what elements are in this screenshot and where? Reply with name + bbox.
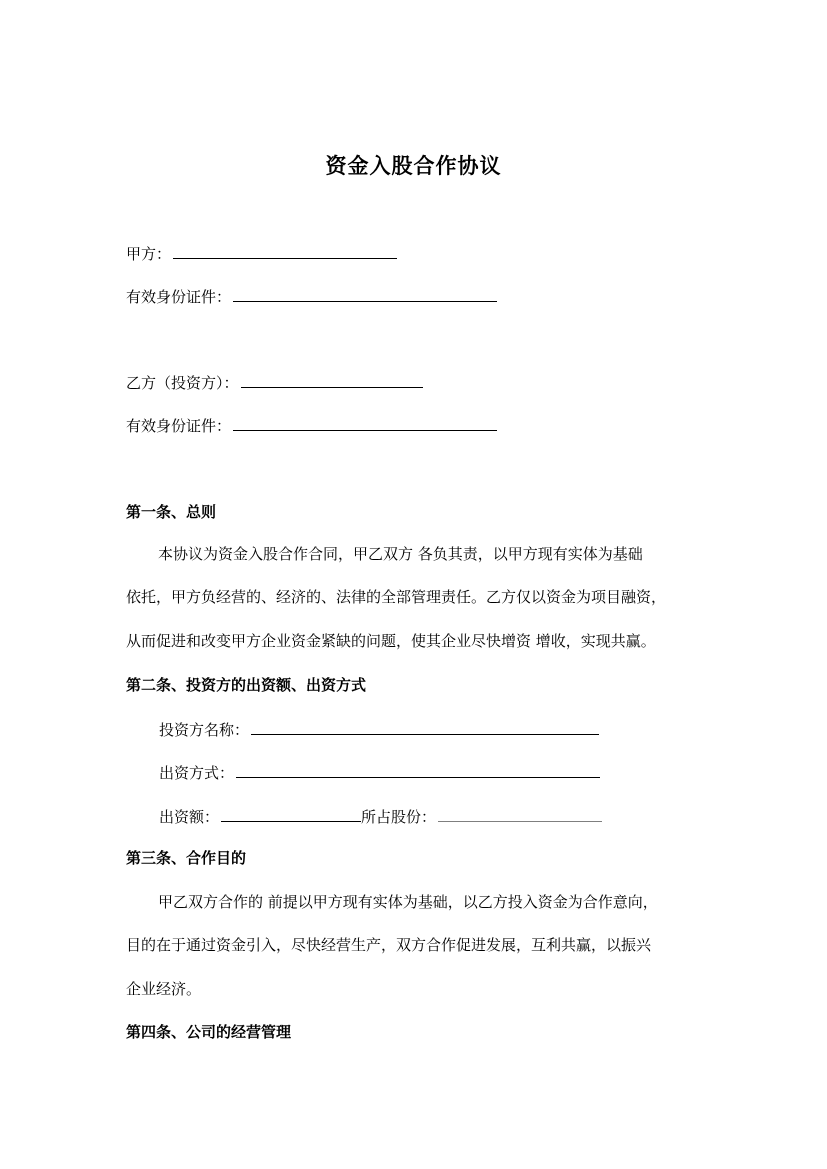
article1-heading: 第一条、总则: [126, 503, 217, 521]
investor-name-label: 投资方名称：: [159, 721, 250, 739]
party-a-id-row: [126, 286, 497, 307]
article3-line: 目的在于通过资金引入，尽快经营生产，双方合作促进发展，互利共赢，以振兴: [126, 936, 652, 954]
party-a-row: [126, 243, 397, 264]
amount-row: [159, 806, 602, 827]
article2-heading: 第二条、投资方的出资额、出资方式: [126, 676, 367, 694]
party-b-id-field[interactable]: [233, 415, 497, 431]
article3-line: 甲乙双方合作的 前提以甲方现有实体为基础，以乙方投入资金为合作意向，: [158, 893, 658, 911]
article3-line: 企业经济。: [126, 980, 202, 998]
article4-heading: 第四条、公司的经营管理: [126, 1023, 292, 1041]
party-a-id-field[interactable]: [233, 286, 497, 302]
party-b-row: [126, 372, 423, 393]
party-b-id-label: 有效身份证件：: [126, 417, 232, 435]
investor-name-field[interactable]: [251, 719, 599, 735]
amount-field[interactable]: [221, 806, 361, 822]
article1-line: 本协议为资金入股合作合同，甲乙双方 各负其责，以甲方现有实体为基础: [158, 545, 643, 563]
article3-heading: 第三条、合作目的: [126, 849, 247, 867]
party-a-label: 甲方：: [126, 245, 172, 263]
investor-name-row: [159, 719, 599, 740]
article1-line: 从而促进和改变甲方企业资金紧缺的问题，使其企业尽快增资 增收，实现共赢。: [126, 632, 656, 650]
party-b-label: 乙方（投资方）：: [126, 374, 239, 392]
method-label: 出资方式：: [159, 764, 235, 782]
party-a-id-label: 有效身份证件：: [126, 288, 232, 306]
share-label: 所占股份：: [361, 808, 437, 826]
method-row: [159, 762, 600, 783]
amount-label: 出资额：: [159, 808, 220, 826]
party-a-field[interactable]: [173, 243, 397, 259]
article1-line: 依托，甲方负经营的、经济的、法律的全部管理责任。乙方仅以资金为项目融资，: [126, 588, 667, 606]
method-field[interactable]: [236, 762, 600, 778]
document-title: 资金入股合作协议: [325, 153, 502, 178]
party-b-id-row: [126, 415, 497, 436]
party-b-field[interactable]: [241, 372, 423, 388]
share-field[interactable]: [438, 806, 602, 822]
